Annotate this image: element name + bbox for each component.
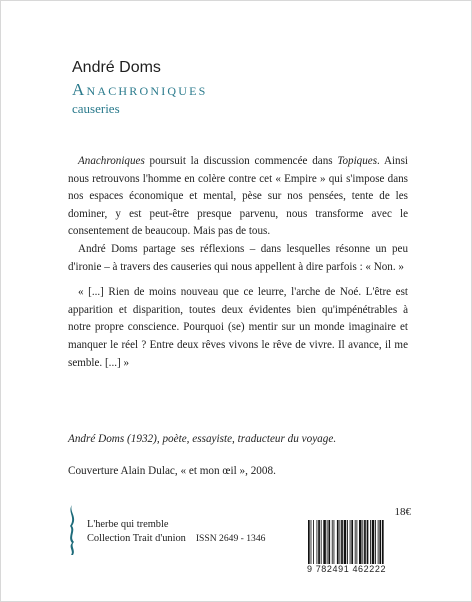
barcode-bar <box>359 520 362 564</box>
book-title: Anachroniques <box>72 80 208 99</box>
barcode-bar <box>382 520 384 564</box>
barcode-bar <box>332 520 333 564</box>
barcode-bar <box>347 520 348 564</box>
barcode-bar <box>318 520 320 564</box>
barcode-bar <box>308 520 310 564</box>
isbn-barcode <box>306 520 412 564</box>
barcode-bar <box>370 520 371 564</box>
blurb-text-a: poursuit la discussion commencée dans <box>144 155 338 167</box>
cover-credit: Couverture Alain Dulac, « et mon œil », 2008. <box>68 465 276 477</box>
publisher-block <box>87 518 265 546</box>
book-subtitle: causeries <box>72 101 120 116</box>
barcode-bar <box>356 520 357 564</box>
barcode-bar <box>313 520 314 564</box>
barcode-bar <box>355 520 356 564</box>
barcode-bar <box>321 520 322 564</box>
author-credit: André Doms (1932), poète, essayiste, traducteur du voyage. <box>68 433 337 445</box>
barcode-bar <box>350 520 351 564</box>
barcode-bar <box>379 520 381 564</box>
barcode-bar <box>339 520 340 564</box>
grass-blade-logo-icon <box>65 504 79 556</box>
barcode-bar <box>364 520 366 564</box>
barcode-bar <box>328 520 330 564</box>
barcode-bar <box>311 520 312 564</box>
barcode-bar <box>334 520 335 564</box>
collection-name: Collection Trait d'union <box>87 533 186 544</box>
barcode-bar <box>351 520 353 564</box>
barcode-bar <box>372 520 375 564</box>
barcode-bar <box>362 520 363 564</box>
excerpt-quote: « [...] Rien de moins nouveau que ce leurre, l'arche de Noé. L'être est apparition et disparition, toutes deux évidentes bien qu'impénétrables à notre propre conscience. Pourquoi (se) mentir sur un monde imaginaire et manquer le réel ? Entre deux rêves vivons le rêve de vivre. Il avance, il me semble. [...] » <box>68 286 408 369</box>
issn: ISSN 2649 - 1346 <box>195 533 266 544</box>
barcode-bar <box>341 520 343 564</box>
barcode-bar <box>367 520 369 564</box>
title-reference-anachroniques: Anachroniques <box>78 155 145 167</box>
barcode-bar <box>378 520 379 564</box>
collection-line <box>87 532 265 546</box>
isbn-digits: 9 782491 462222 <box>307 564 387 574</box>
barcode-bar <box>323 520 326 564</box>
barcode-bar <box>327 520 328 564</box>
blurb-paragraph-1 <box>68 153 408 241</box>
blurb-paragraph-2: André Doms partage ses réflexions – dans lesquelles résonne un peu d'ironie – à travers des causeries qui nous appellent à dire parfois : « Non. » <box>68 242 408 273</box>
barcode-bar <box>337 520 339 564</box>
title-reference-topiques: Topiques <box>337 155 378 167</box>
author-name: André Doms <box>72 59 161 76</box>
barcode-bar <box>375 520 376 564</box>
barcode-bar <box>317 520 318 564</box>
blurb <box>68 153 408 372</box>
price: 18€ <box>394 506 411 518</box>
publisher-name: L'herbe qui tremble <box>87 519 169 530</box>
blurb-text-b: . Ainsi nous retrouvons l'homme en colère contre cet « Empire » qui s'impose dans nos espaces économique et mental, pèse sur nos pensées, tente de les dominer, y est peut-être presque parvenu, nous transforme avec le consentement de beaucoup. Mais pas de tous. <box>68 155 408 238</box>
barcode-bar <box>344 520 347 564</box>
